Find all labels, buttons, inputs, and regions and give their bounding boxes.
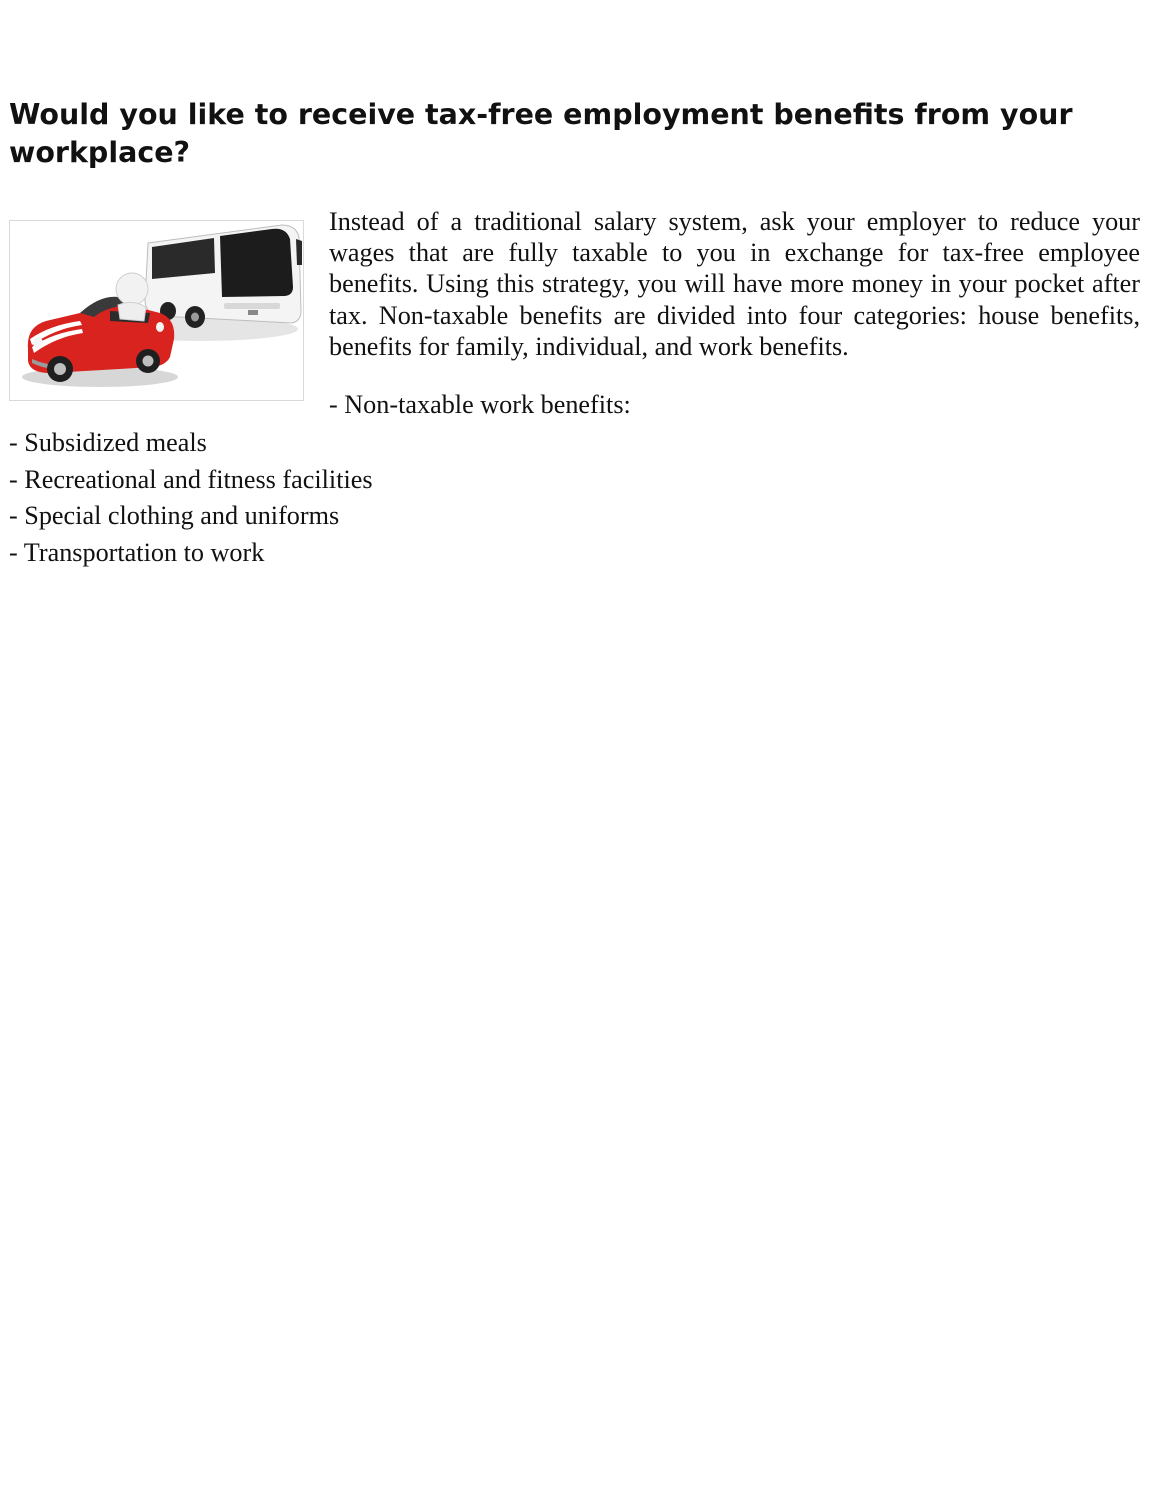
benefits-list [9, 425, 373, 571]
list-item: - Special clothing and uniforms [9, 501, 340, 531]
list-item: - Subsidized meals [9, 428, 207, 457]
list-item: - Transportation to work [9, 537, 265, 567]
list-item: - Recreational and fitness facilities [9, 464, 373, 494]
intro-paragraph: Instead of a traditional salary system, ask your employer to reduce your wages that are fully taxable to you in exchange for tax-free employee benefits. Using this strategy, you will have more money in your pocket after tax. Non-taxable benefits are divided into four categories: house benefits, benefits for family, individual, and work benefits. [329, 207, 1140, 361]
page-title: Would you like to receive tax-free employment benefits from your workplace? [9, 98, 1073, 169]
car-and-bus-illustration [9, 220, 304, 401]
benefits-list-heading: - Non-taxable work benefits: [329, 390, 631, 419]
